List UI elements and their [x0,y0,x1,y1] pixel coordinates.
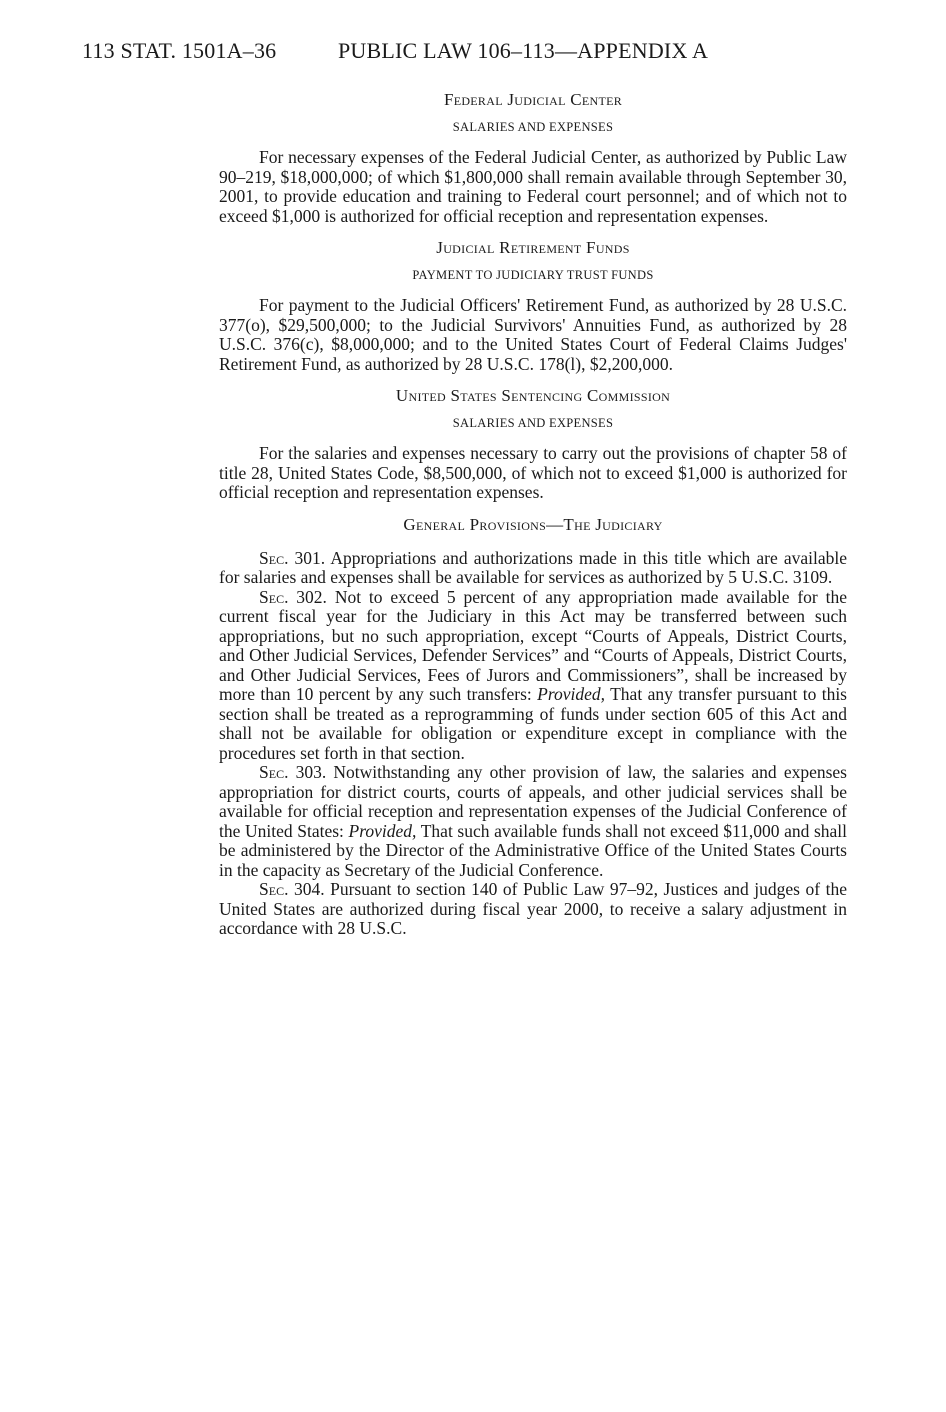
section-label: Sec. 302. [259,586,327,607]
section-301 [219,549,847,588]
section-sentencing-commission [219,386,847,503]
section-label: Sec. 303. [259,762,327,782]
agency-heading: Federal Judicial Center [443,90,623,109]
section-label: Sec. 304. [259,879,325,899]
provided-term: Provided, [537,684,606,704]
paragraph: For necessary expenses of the Federal Judicial Center, as authorized by Public Law 90–219, $18,000,000; of which $1,800,000 shall remain available through September 30, 2001, to provide education and training to Federal court personnel; and of which not to exceed $1,000 is authorized for official reception and representation expenses. [219,147,847,226]
statute-citation: 113 STAT. 1501A–36 [82,38,277,63]
section-303 [219,763,847,880]
account-heading: SALARIES AND EXPENSES [452,120,614,134]
agency-heading: Judicial Retirement Funds [436,238,630,257]
section-text: That such available funds shall not exceed $11,000 and shall be administered by the Director of the Administrative Office of the United States Courts in the capacity as Secretary of the Judicial Conference. [219,820,848,880]
section-text: Not to exceed 5 percent of any appropriation made available for the current fiscal year for the Judiciary in this Act may be transferred between such appropriations, but no such appropriation, except “Courts of Appeals, District Courts, and Other Judicial Services, Defender Services” and “Courts of Appeals, District Courts, and Other Judicial Services, Fees of Jurors and Commissioners”, shall be increased by more than 10 percent by any such transfers: [219,586,847,704]
provided-term: Provided, [348,820,417,841]
agency-heading: United States Sentencing Commission [395,386,671,405]
body-column [219,90,847,939]
section-judicial-retirement-funds [219,238,847,374]
law-title: PUBLIC LAW 106–113—APPENDIX A [338,38,709,63]
section-label: Sec. 301. [259,547,326,568]
section-302 [219,588,847,764]
section-federal-judicial-center [219,90,847,226]
section-304 [219,880,847,939]
section-general-provisions [219,515,847,939]
running-head [82,38,708,64]
section-text: Pursuant to section 140 of Public Law 97–92, Justices and judges of the United States are authorized during fiscal year 2000, to receive a salary adjustment in accordance with 28 U.S.C. [219,879,847,938]
account-heading: PAYMENT TO JUDICIARY TRUST FUNDS [412,268,654,282]
section-text: Appropriations and authorizations made in this title which are available for salaries and expenses shall be available for services as authorized by 5 U.S.C. 3109. [219,547,847,587]
agency-heading: General Provisions—The Judiciary [403,514,663,534]
section-text: That any transfer pursuant to this section shall be treated as a reprogramming of funds under section 605 of this Act and shall not be available for obligation or expenditure except in compliance with the procedures set forth in that section. [219,684,847,763]
section-text: Notwithstanding any other provision of law, the salaries and expenses appropriation for district courts, courts of appeals, and other judicial services shall be available for official reception and representation expenses of the Judicial Conference of the United States: [219,762,847,841]
account-heading: SALARIES AND EXPENSES [452,416,614,430]
paragraph: For the salaries and expenses necessary to carry out the provisions of chapter 58 of title 28, United States Code, $8,500,000, of which not to exceed $1,000 is authorized for official reception and representation expenses. [219,443,847,502]
paragraph: For payment to the Judicial Officers' Retirement Fund, as authorized by 28 U.S.C. 377(o), $29,500,000; to the Judicial Survivors' Annuities Fund, as authorized by 28 U.S.C. 376(c), $8,000,000; and to the United States Court of Federal Claims Judges' Retirement Fund, as authorized by 28 U.S.C. 178(l), $2,200,000. [219,295,847,374]
